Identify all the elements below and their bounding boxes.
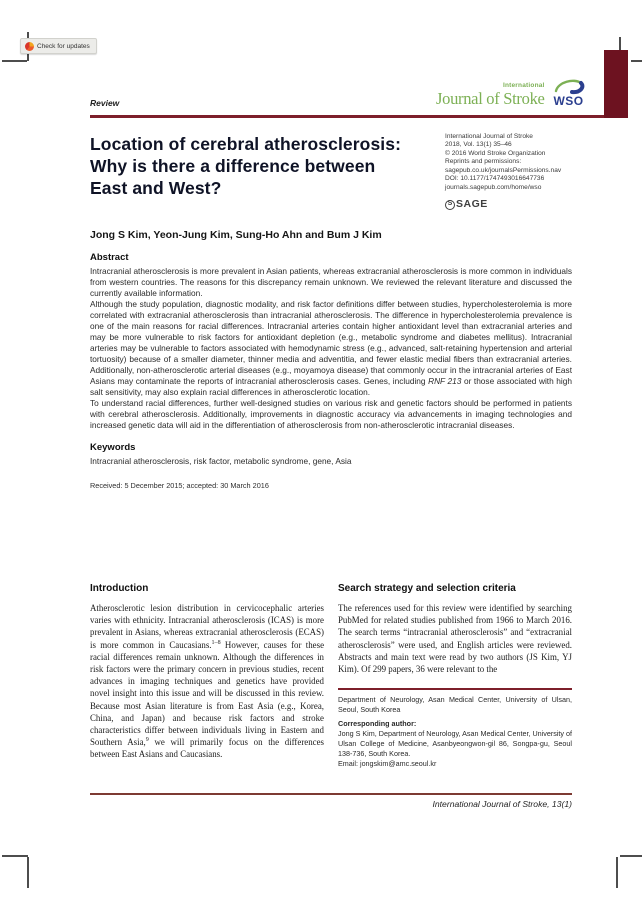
crop-mark-bottom-right-vertical: [616, 857, 618, 888]
introduction-heading: Introduction: [90, 583, 149, 594]
article-type-label: Review: [90, 98, 120, 108]
meta-journal: International Journal of Stroke: [445, 133, 533, 140]
crossref-icon: [25, 42, 34, 51]
abstract-paragraph-1: Intracranial atherosclerosis is more prevalent in Asian patients, whereas extracranial atherosclerosis is more common in individuals from western countries. The reasons for this discrepancy remain unknown. We reviewed the relevant literature and discussed the currently available information.: [90, 266, 572, 299]
abstract-p2-text-b: or those associated with high salt sensitivity, may also explain racial differences in atherosclerotic location.: [90, 376, 572, 398]
crop-mark-bottom-right-horizontal: [620, 855, 642, 857]
intro-text-2: However, causes for these racial differences remain unknown. Although the differences in risk factors were the primary concern in previous studies, recent advances in imaging techniques and genetics have provided novel insight into this issue and will be discussed in this review. Because most Asian literature is from East Asia (e.g., Korea, China, and Japan) and because risk factors and stroke characteristics differ between individuals living in Eastern and Southern Asia,: [90, 639, 325, 748]
crop-mark-bottom-left-horizontal: [2, 855, 28, 857]
article-title-line1: Location of cerebral atherosclerosis:: [90, 134, 402, 154]
corresponding-author-label: Corresponding author:: [338, 719, 417, 728]
abstract-paragraph-2: [90, 299, 572, 398]
left-column: [90, 583, 324, 769]
article-title-line3: East and West?: [90, 177, 222, 198]
spine-block: [604, 50, 628, 118]
running-footer: International Journal of Stroke, 13(1): [432, 799, 572, 809]
body-columns: [90, 583, 572, 769]
meta-permissions-url[interactable]: sagepub.co.uk/journalsPermissions.nav: [445, 166, 562, 174]
journal-logo-title: Journal of Stroke: [436, 88, 545, 108]
citation-ref-9[interactable]: 9: [145, 737, 149, 744]
wso-label: WSO: [553, 94, 584, 108]
header-rule: [90, 115, 604, 118]
affiliation-text: Department of Neurology, Asan Medical Center, University of Ulsan, Seoul, South Korea: [338, 695, 572, 715]
meta-doi: DOI: 10.1177/1747493016647736: [445, 175, 545, 183]
check-for-updates-badge[interactable]: [20, 38, 97, 54]
abstract-paragraph-3: To understand racial differences, further well-designed studies on various risk and genetic factors should be performed in patients with cerebral atherosclerosis. Additionally, improvements in diagnostic accuracy via advancements in imaging technologies and increased genetic data will aid in the differentiation of atherosclerosis from non-atherosclerotic intracranial diseases.: [90, 398, 572, 431]
sage-s-icon: S: [445, 200, 455, 210]
corresponding-author-email[interactable]: Email: jongskim@amc.seoul.kr: [338, 758, 437, 768]
footer-rule: [90, 793, 572, 795]
journal-logo-international: International: [502, 82, 545, 89]
gene-name-rnf213: RNF 213: [428, 376, 462, 387]
author-footnote: [338, 688, 572, 769]
corresponding-author-address: Jong S Kim, Department of Neurology, Asan Medical Center, University of Ulsan College of Medicine, Asanbyeongwon-gil 86, Songpa-gu, Seoul 138-736, South Korea.: [338, 728, 572, 758]
meta-volume: 2018, Vol. 13(1) 35–46: [445, 141, 512, 149]
authors-line: Jong S Kim, Yeon-Jung Kim, Sung-Ho Ahn and Bum J Kim: [90, 229, 382, 241]
citation-metadata: [445, 133, 610, 212]
intro-text-1: Atherosclerotic lesion distribution in cervicocephalic arteries varies with ethnicity. Intracranial atherosclerosis (ICAS) is more prevalent in Asians, whereas extracranial atherosclerosis (ECAS) is more common in Caucasians.: [90, 603, 324, 650]
article-title: [90, 134, 440, 200]
crop-mark-bottom-left-vertical: [27, 857, 29, 888]
meta-homepage-url[interactable]: journals.sagepub.com/home/wso: [445, 183, 542, 191]
journal-logo: [436, 78, 586, 107]
meta-reprints: Reprints and permissions:: [445, 158, 522, 166]
sage-wordmark: SAGE: [456, 198, 488, 211]
intro-text-3: we will primarily focus on the differences between East Asians and Caucasians.: [90, 737, 324, 760]
abstract-p2-text-a: Although the study population, diagnostic modality, and risk factor definitions differ between studies, hypercholesterolemia is more correlated with extracranial atherosclerosis than intracranial atherosclerosis. The difference in hypercholesterolemia prevalence is one of the main reasons for racial differences. Intracranial arteries contain higher antioxidant level than extracranial arteries and may be more vulnerable to risk factors for antioxidant depletion (e.g., metabolic syndrome and diabetes mellitus). Intracranial arteries may be vulnerable to factors associated with hemodynamic stress (e.g., advanced, salt-retaining hypertension and arterial tortuosity) because of a smaller diameter, thinner media and adventitia, and fewer elastic medial fibers than extracranial arteries. Additionally, non-atherosclerotic arterial diseases (e.g., moyamoya disease) that commonly occur in the intracranial arteries of East Asians may contaminate the reports of intracranial atherosclerosis cases. Genes, including: [90, 299, 572, 387]
search-strategy-heading: Search strategy and selection criteria: [338, 583, 516, 594]
search-strategy-paragraph: The references used for this review were identified by searching PubMed for related studies published from 1966 to March 2016. The search terms “intracranial atherosclerosis” and “extracranial atherosclerosis” were used, and English articles were reviewed. Abstracts and main text were read by two authors (JS Kim, YJ Kim). Of 299 papers, 36 were relevant to the: [338, 603, 572, 674]
introduction-paragraph: [90, 602, 324, 760]
wso-logo: [552, 78, 586, 107]
right-column: [338, 583, 572, 769]
abstract-section: [90, 252, 572, 490]
received-accepted-dates: Received: 5 December 2015; accepted: 30 March 2016: [90, 481, 269, 491]
meta-copyright: © 2016 World Stroke Organization: [445, 149, 546, 157]
journal-logo-text: [436, 83, 545, 107]
crop-mark-top-left-horizontal: [2, 60, 27, 62]
sage-logo: [445, 198, 610, 211]
check-for-updates-label: Check for updates: [37, 42, 90, 50]
keywords-list: Intracranial atherosclerosis, risk factor, metabolic syndrome, gene, Asia: [90, 456, 352, 467]
abstract-heading: Abstract: [90, 252, 129, 263]
crop-mark-top-right-horizontal: [631, 60, 642, 62]
article-title-line2: Why is there a difference between: [90, 155, 376, 176]
keywords-heading: Keywords: [90, 442, 136, 454]
citation-ref-1-8[interactable]: 1–8: [211, 639, 221, 646]
